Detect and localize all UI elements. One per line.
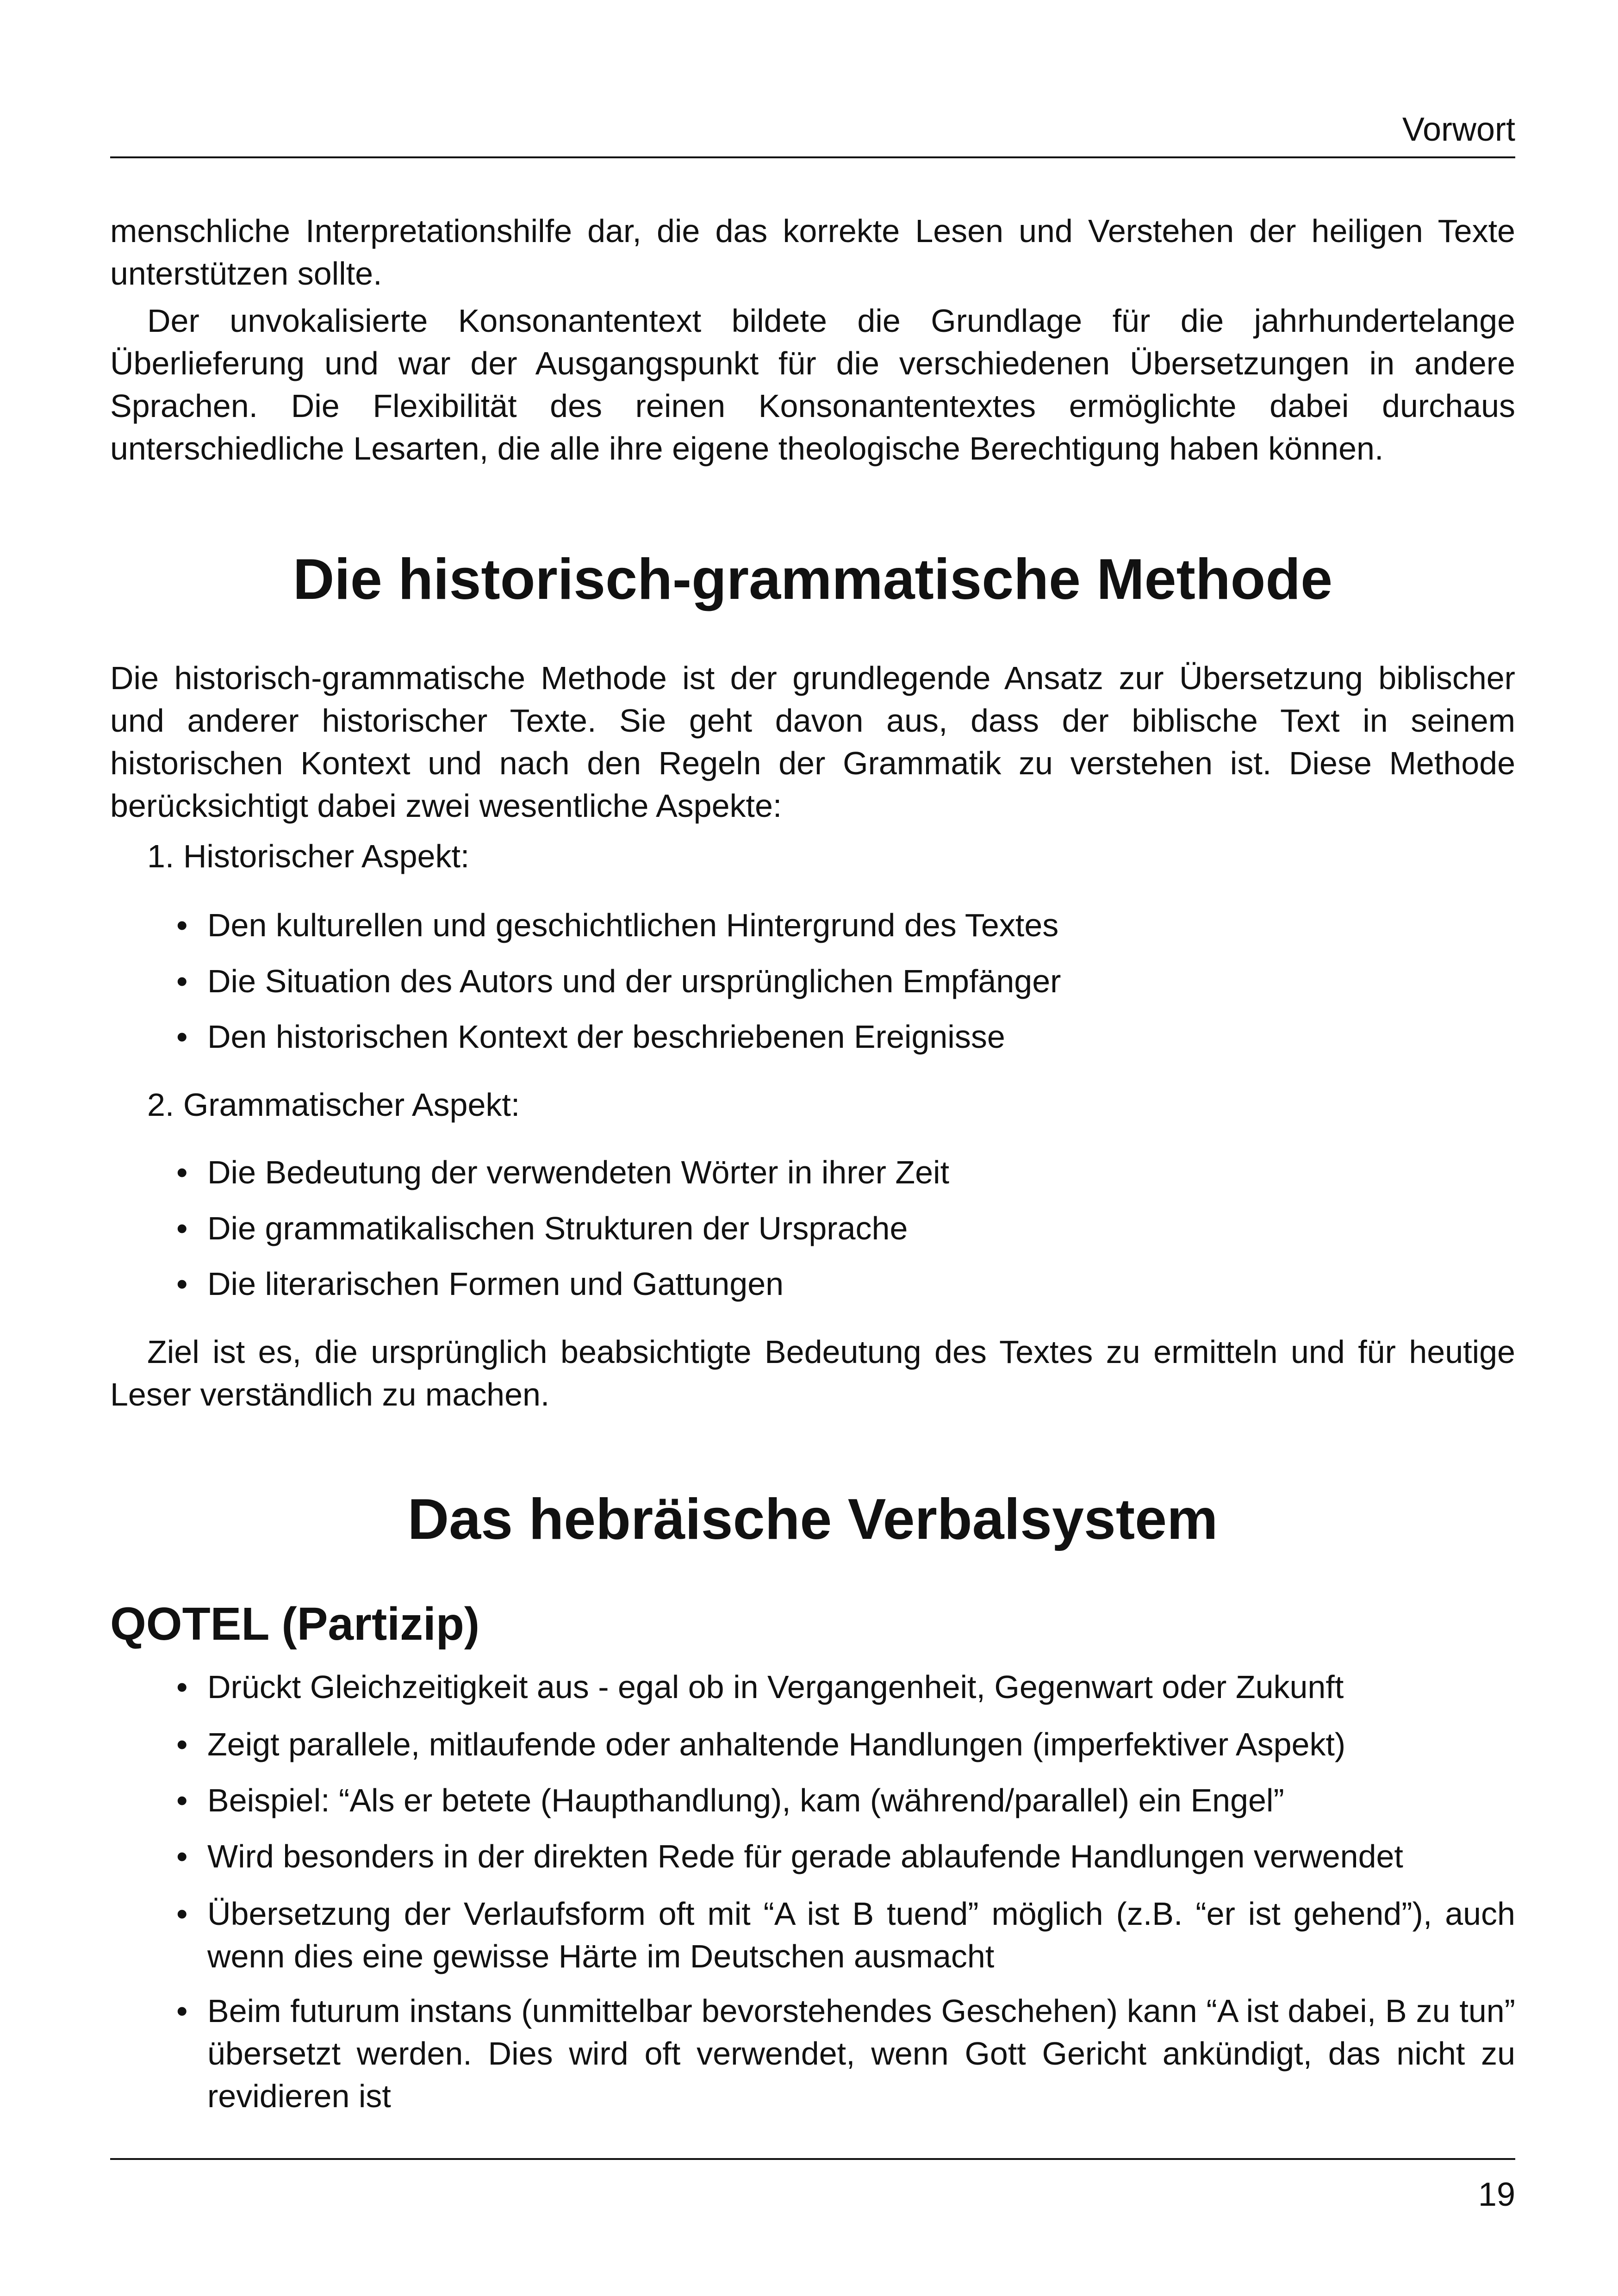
bullet-icon: • <box>176 1154 188 1190</box>
paragraph: menschliche Interpretationshilfe dar, die das korrekte Lesen und Verstehen der heiligen Texte unterstützen sollte. <box>110 213 1515 292</box>
bullet-icon: • <box>176 1993 188 2029</box>
header-rule <box>110 156 1515 158</box>
list-item: Übersetzung der Verlaufsform oft mit “A ist B tuend” möglich (z.B. “er ist gehend”), auch wenn dies eine gewisse Härte im Deutschen ausmacht <box>207 1896 1515 1974</box>
list-item: Beispiel: “Als er betete (Haupthandlung), kam (während/parallel) ein Engel” <box>207 1782 1284 1818</box>
bullet-icon: • <box>176 1266 188 1302</box>
list-item: Den kulturellen und geschichtlichen Hintergrund des Textes <box>207 907 1059 943</box>
bullet-icon: • <box>176 1669 188 1705</box>
list-label: 2. Grammatischer Aspekt: <box>147 1087 520 1123</box>
bullet-icon: • <box>176 1210 188 1246</box>
running-header: Vorwort <box>1402 111 1515 148</box>
footer-rule <box>110 2158 1515 2160</box>
list-item: Die Bedeutung der verwendeten Wörter in ihrer Zeit <box>207 1154 950 1190</box>
bullet-icon: • <box>176 1896 188 1932</box>
list-item: Wird besonders in der direkten Rede für gerade ablaufende Handlungen verwendet <box>207 1838 1403 1874</box>
list-item: Beim futurum instans (unmittelbar bevorstehendes Geschehen) kann “A ist dabei, B zu tun” übersetzt werden. Dies wird oft verwendet, wenn Gott Gericht ankündigt, das nicht zu revidieren ist <box>207 1993 1515 2114</box>
paragraph: Die historisch-grammatische Methode ist der grundlegende Ansatz zur Übersetzung biblischer und anderer historischer Texte. Sie geht davon aus, dass der biblische Text in seinem historischen Kontext und nach den Regeln der Grammatik zu verstehen ist. Diese Methode berücksichtigt dabei zwei wesentliche Aspekte: <box>110 660 1515 824</box>
list-item: Den historischen Kontext der beschriebenen Ereignisse <box>207 1019 1005 1055</box>
section-heading: Die historisch-grammatische Methode <box>292 548 1333 611</box>
list-label: 1. Historischer Aspekt: <box>147 838 470 874</box>
section-heading: Das hebräische Verbalsystem <box>407 1487 1218 1551</box>
paragraph: Der unvokalisierte Konsonantentext bildete die Grundlage für die jahrhundertelange Überlieferung und war der Ausgangspunkt für die verschiedenen Übersetzungen in andere Sprachen. Die Flexibilität des reinen Konsonantentextes ermöglichte dabei durchaus unterschiedliche Lesarten, die alle ihre eigene theologische Berechtigung haben können. <box>110 303 1515 467</box>
bullet-icon: • <box>176 1782 188 1818</box>
subsection-heading: QOTEL (Partizip) <box>110 1598 480 1650</box>
list-item: Drückt Gleichzeitigkeit aus - egal ob in Vergangenheit, Gegenwart oder Zukunft <box>207 1669 1344 1705</box>
list-item: Zeigt parallele, mitlaufende oder anhaltende Handlungen (imperfektiver Aspekt) <box>207 1726 1346 1762</box>
bullet-icon: • <box>176 963 188 999</box>
list-item: Die grammatikalischen Strukturen der Ursprache <box>207 1210 908 1246</box>
list-item: Die Situation des Autors und der ursprünglichen Empfänger <box>207 963 1061 999</box>
paragraph: Ziel ist es, die ursprünglich beabsichtigte Bedeutung des Textes zu ermitteln und für heutige Leser verständlich zu machen. <box>110 1334 1515 1412</box>
list-item: Die literarischen Formen und Gattungen <box>207 1266 784 1302</box>
bullet-icon: • <box>176 1019 188 1055</box>
bullet-icon: • <box>176 907 188 943</box>
bullet-icon: • <box>176 1726 188 1762</box>
bullet-icon: • <box>176 1838 188 1874</box>
page-number: 19 <box>1478 2176 1515 2213</box>
